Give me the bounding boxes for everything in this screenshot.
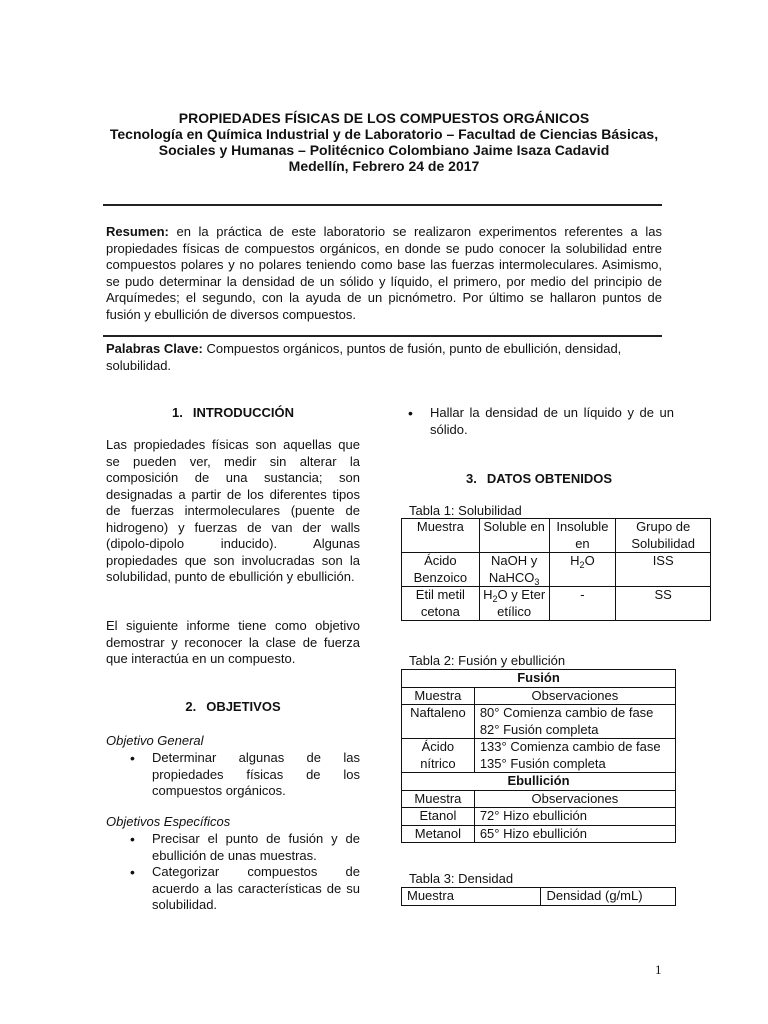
keywords (106, 341, 666, 374)
header-cell: Densidad (g/mL) (541, 888, 676, 906)
table-row (402, 587, 711, 621)
list-item: • Precisar el punto de fusión y de ebullición de unas muestras. (106, 831, 360, 864)
table-cell: Naftaleno (402, 705, 475, 739)
header-cell: Muestra (402, 687, 475, 705)
objetivos-especificos-label: Objetivos Específicos (106, 814, 231, 829)
header-cell: Muestra (402, 888, 541, 906)
table-cell: Ácido Benzoico (402, 553, 480, 587)
section-2-heading: 2. OBJETIVOS (185, 699, 281, 714)
table-row (402, 705, 676, 739)
keywords-label: Palabras Clave: (106, 341, 203, 356)
table-cell: Metanol (402, 825, 475, 843)
ebullicion-section-row (402, 773, 676, 791)
table-header-row (402, 888, 676, 906)
header-cell: Muestra (402, 790, 475, 808)
header-cell: Insoluble en (549, 519, 616, 553)
intro-paragraph-1: Las propiedades físicas son aquellas que se pueden ver, medir sin alterar la composición de una sustancia; son designadas a partir de los diferentes tipos de fuerzas intermoleculares (puente de hidrogeno) y fuerzas de van der walls (dipolo-dipolo inducido). Algunas propiedades que son involucradas son la solubilidad, punto de ebullición y ebullición. (106, 437, 360, 584)
table-header-row (402, 687, 676, 705)
table-row (402, 553, 711, 587)
header-cell: Grupo de Solubilidad (616, 519, 711, 553)
affiliation-line-1: Tecnología en Química Industrial y de Laboratorio – Facultad de Ciencias Básicas, (109, 126, 659, 142)
table-cell: Ácido nítrico (402, 739, 475, 773)
table-cell: 65° Hizo ebullición (474, 825, 675, 843)
header-divider (103, 204, 662, 206)
table-cell: $H_2O$ y Eter etílico (479, 587, 549, 621)
objetivo-general-label: Objetivo General (106, 733, 204, 748)
abstract (106, 224, 662, 323)
table-3-caption: Tabla 3: Densidad (409, 871, 514, 886)
section-1-heading: 1. INTRODUCCIÓN (172, 405, 294, 420)
objetivo-general (106, 732, 360, 800)
intro-paragraph-2: El siguiente informe tiene como objetivo demostrar y reconocer la clase de fuerza que interactúa en un compuesto. (106, 618, 360, 666)
table-cell: 80° Comienza cambio de fase 82° Fusión completa (474, 705, 675, 739)
table-row (402, 825, 676, 843)
list-item: • Categorizar compuestos de acuerdo a las características de su solubilidad. (106, 864, 360, 914)
solubility-table (401, 518, 711, 621)
abstract-label: Resumen: (106, 224, 169, 239)
table-cell: Etanol (402, 808, 475, 826)
table-header-row (402, 519, 711, 553)
objetivos-especificos (106, 813, 360, 914)
table-cell: SS (616, 587, 711, 621)
densidad-table (401, 887, 676, 906)
table-row (402, 739, 676, 773)
keywords-text: Compuestos orgánicos, puntos de fusión, punto de ebullición, densidad, solubilidad. (106, 341, 622, 373)
table-row (402, 808, 676, 826)
header-cell: Soluble en (479, 519, 549, 553)
fusion-ebullicion-table (401, 669, 676, 843)
table-cell: ISS (616, 553, 711, 587)
place-date: Medellín, Febrero 24 de 2017 (288, 158, 480, 174)
paper-header (60, 110, 708, 174)
table-cell: 72° Hizo ebullición (474, 808, 675, 826)
table-2-caption: Tabla 2: Fusión y ebullición (409, 653, 566, 668)
table-cell: NaOH y NaHCO$_3$ (479, 553, 549, 587)
table-cell: 133° Comienza cambio de fase 135° Fusión completa (474, 739, 675, 773)
header-cell: Observaciones (474, 790, 675, 808)
list-item: • Determinar algunas de las propiedades físicas de los compuestos orgánicos. (106, 750, 360, 800)
abstract-text: en la práctica de este laboratorio se realizaron experimentos referentes a las propiedades físicas de compuestos orgánicos, en donde se pudo conocer la solubilidad entre compuestos polares y no polares teniendo como base las fuerzas intermoleculares. Asimismo, se pudo determinar la densidad de un sólido y líquido, el primero, por medio del principio de Arquímedes; el segundo, con la ayuda de un picnómetro. Por último se hallaron puntos de fusión y ebullición de diversos compuestos. (106, 224, 662, 322)
abstract-divider (103, 335, 662, 337)
fusion-section-row (402, 670, 676, 688)
objetivos-continued (384, 405, 674, 438)
section-3-heading: 3. DATOS OBTENIDOS (465, 471, 613, 486)
ebullicion-header: Ebullición (402, 773, 676, 791)
table-cell: $H_2O$ (549, 553, 616, 587)
list-item: • Hallar la densidad de un líquido y de un sólido. (384, 405, 674, 438)
header-cell: Observaciones (474, 687, 675, 705)
page-number: 1 (655, 962, 662, 977)
affiliation-line-2: Sociales y Humanas – Politécnico Colombiano Jaime Isaza Cadavid (158, 142, 610, 158)
table-1-caption: Tabla 1: Solubilidad (409, 503, 522, 518)
table-cell: Etil metil cetona (402, 587, 480, 621)
fusion-header: Fusión (402, 670, 676, 688)
header-cell: Muestra (402, 519, 480, 553)
table-cell: - (549, 587, 616, 621)
paper-title: PROPIEDADES FÍSICAS DE LOS COMPUESTOS ORGÁNICOS (178, 110, 590, 126)
table-header-row (402, 790, 676, 808)
